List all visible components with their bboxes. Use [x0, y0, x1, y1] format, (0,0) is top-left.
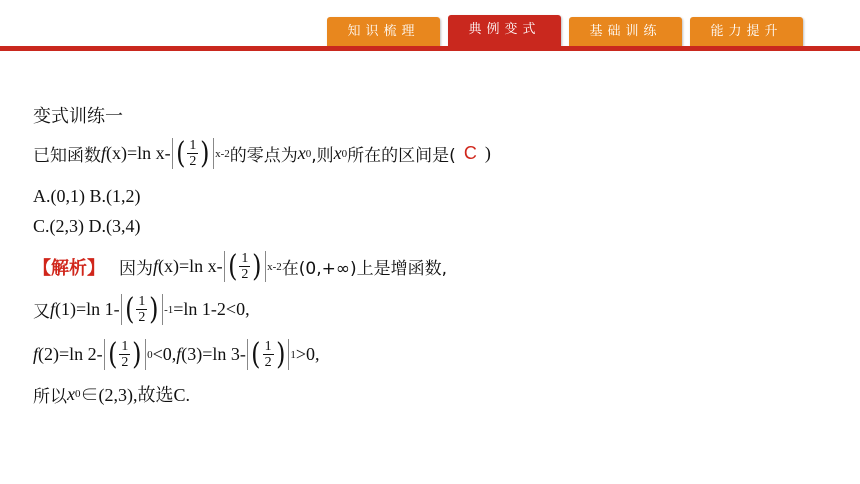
question-f: f — [101, 143, 107, 163]
solution-exponent-4: 1 — [290, 348, 296, 361]
solution-f2-f: f — [33, 344, 39, 364]
frac-denominator: 2 — [264, 355, 272, 370]
question-prefix: 已知函数 — [33, 146, 101, 166]
solution-tag: 【解析】 — [33, 257, 105, 279]
tab-knowledge-review[interactable]: 知识梳理 — [327, 17, 440, 46]
frac-denominator: 2 — [189, 154, 197, 169]
question-x0-second: x — [333, 143, 342, 163]
section-heading: 变式训练一 — [33, 106, 123, 127]
tab-examples-variations[interactable]: 典例变式 — [448, 15, 561, 46]
fraction-half-4: ( $\frac{1}{2}$ ) — [104, 339, 146, 370]
question-then: ,则 — [311, 146, 334, 166]
solution-f3-f: f — [176, 344, 182, 364]
fraction-half-2: ( $\frac{1}{2}$ ) — [224, 251, 266, 282]
solution-line-1 — [33, 248, 448, 284]
question-fx: (x)=ln x- — [106, 143, 171, 163]
solution-f3: (3)=ln 3- — [181, 344, 246, 364]
solution-conclusion: ∈(2,3),故选C. — [80, 385, 190, 405]
question-x0-sub-second: 0 — [341, 147, 348, 160]
frac-numerator: 1 — [138, 294, 146, 309]
frac-numerator: 1 — [189, 138, 197, 153]
question-x0-sub: 0 — [305, 147, 312, 160]
question-suffix: 所在的区间是( — [347, 146, 456, 166]
header-divider — [0, 46, 860, 51]
options-row-2: C.(2,3) D.(3,4) — [33, 216, 141, 236]
question-exponent: x-2 — [215, 147, 230, 160]
solution-fx: (x)=ln x- — [158, 256, 223, 276]
frac-denominator: 2 — [121, 355, 129, 370]
solution-exponent-3: 0 — [147, 348, 153, 361]
solution-line-3 — [33, 336, 320, 372]
question-x0: x — [297, 143, 306, 163]
solution-also: 又 — [33, 302, 50, 322]
solution-f1-result: =ln 1-2<0, — [173, 299, 250, 319]
frac-denominator: 2 — [138, 310, 146, 325]
solution-exponent-2: -1 — [164, 303, 174, 316]
fraction-half: ( $\frac{1}{2}$ ) — [172, 138, 214, 169]
solution-line-4 — [33, 381, 190, 407]
fraction-half-5: ( $\frac{1}{2}$ ) — [247, 339, 289, 370]
solution-f3-result: >0, — [295, 344, 320, 364]
top-nav — [0, 17, 860, 47]
frac-numerator: 1 — [121, 339, 129, 354]
solution-line-2 — [33, 291, 250, 327]
options-row-1: A.(0,1) B.(1,2) — [33, 186, 141, 206]
solution-f2-result: <0, — [152, 344, 177, 364]
solution-f2: (2)=ln 2- — [38, 344, 103, 364]
frac-numerator: 1 — [241, 251, 249, 266]
frac-numerator: 1 — [264, 339, 272, 354]
solution-f1-f: f — [50, 299, 56, 319]
solution-f1: (1)=ln 1- — [55, 299, 120, 319]
question-close: ) — [484, 143, 491, 163]
solution-x0: x — [67, 383, 75, 404]
solution-f: f — [153, 256, 159, 276]
tab-basic-training[interactable]: 基础训练 — [569, 17, 682, 46]
solution-because: 因为 — [119, 259, 153, 279]
solution-therefore: 所以 — [33, 386, 67, 407]
frac-denominator: 2 — [241, 267, 249, 282]
question-line — [33, 135, 491, 171]
question-middle: 的零点为 — [229, 146, 298, 166]
solution-exponent-1: x-2 — [267, 260, 282, 273]
answer-letter: C — [463, 143, 477, 163]
solution-increasing: 在(0,+∞)上是增函数, — [281, 259, 448, 279]
fraction-half-3: ( $\frac{1}{2}$ ) — [121, 294, 163, 325]
tab-ability-improvement[interactable]: 能力提升 — [690, 17, 803, 46]
solution-x0-sub: 0 — [75, 388, 81, 400]
